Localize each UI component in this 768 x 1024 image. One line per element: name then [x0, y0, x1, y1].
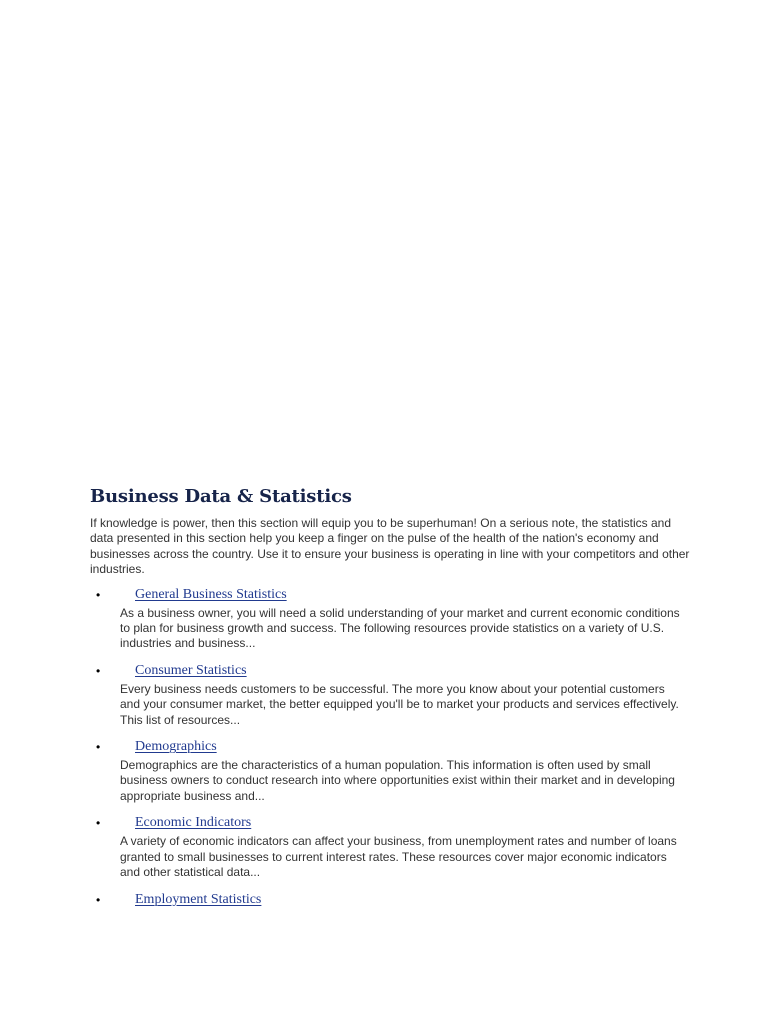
- bullet-icon: •: [96, 663, 101, 678]
- list-item-description: Demographics are the characteristics of a human population. This information is often used by small business owners to conduct research into where opportunities exist within their market and in developing appropriate business and...: [120, 758, 675, 803]
- business-data-section: [90, 485, 690, 918]
- consumer-statistics-link[interactable]: Consumer Statistics: [135, 662, 247, 678]
- bullet-icon: •: [96, 892, 101, 907]
- list-item-description: As a business owner, you will need a solid understanding of your market and current economic conditions to plan for business growth and success. The following resources provide statistics on a variety of U.S. industries and business...: [120, 605, 680, 651]
- general-business-statistics-link[interactable]: General Business Statistics: [135, 586, 287, 602]
- section-title: Business Data & Statistics: [90, 486, 352, 507]
- list-item: [90, 890, 690, 909]
- resource-list: [90, 585, 690, 909]
- list-item: [90, 813, 690, 880]
- bullet-icon: •: [96, 816, 101, 831]
- list-item: [90, 585, 690, 652]
- list-item-description: Every business needs customers to be successful. The more you know about your potential customers and your consumer market, the better equipped you'll be to market your products and services effectively. This list of resources...: [120, 681, 679, 727]
- economic-indicators-link[interactable]: Economic Indicators: [135, 815, 252, 831]
- section-intro: If knowledge is power, then this section will equip you to be superhuman! On a serious note, the statistics and data presented in this section help you keep a finger on the pulse of the health of the nation's economy and businesses across the country. Use it to ensure your business is operating in line with your competitors and other industries.: [90, 516, 690, 577]
- list-item-description: A variety of economic indicators can affect your business, from unemployment rates and number of loans granted to small businesses to current interest rates. These resources cover major economic indicators and other statistical data...: [120, 834, 677, 880]
- list-item: [90, 661, 690, 728]
- list-item: [90, 737, 690, 804]
- demographics-link[interactable]: Demographics: [135, 739, 217, 755]
- bullet-icon: •: [96, 587, 101, 602]
- bullet-icon: •: [96, 740, 101, 755]
- employment-statistics-link[interactable]: Employment Statistics: [135, 891, 262, 907]
